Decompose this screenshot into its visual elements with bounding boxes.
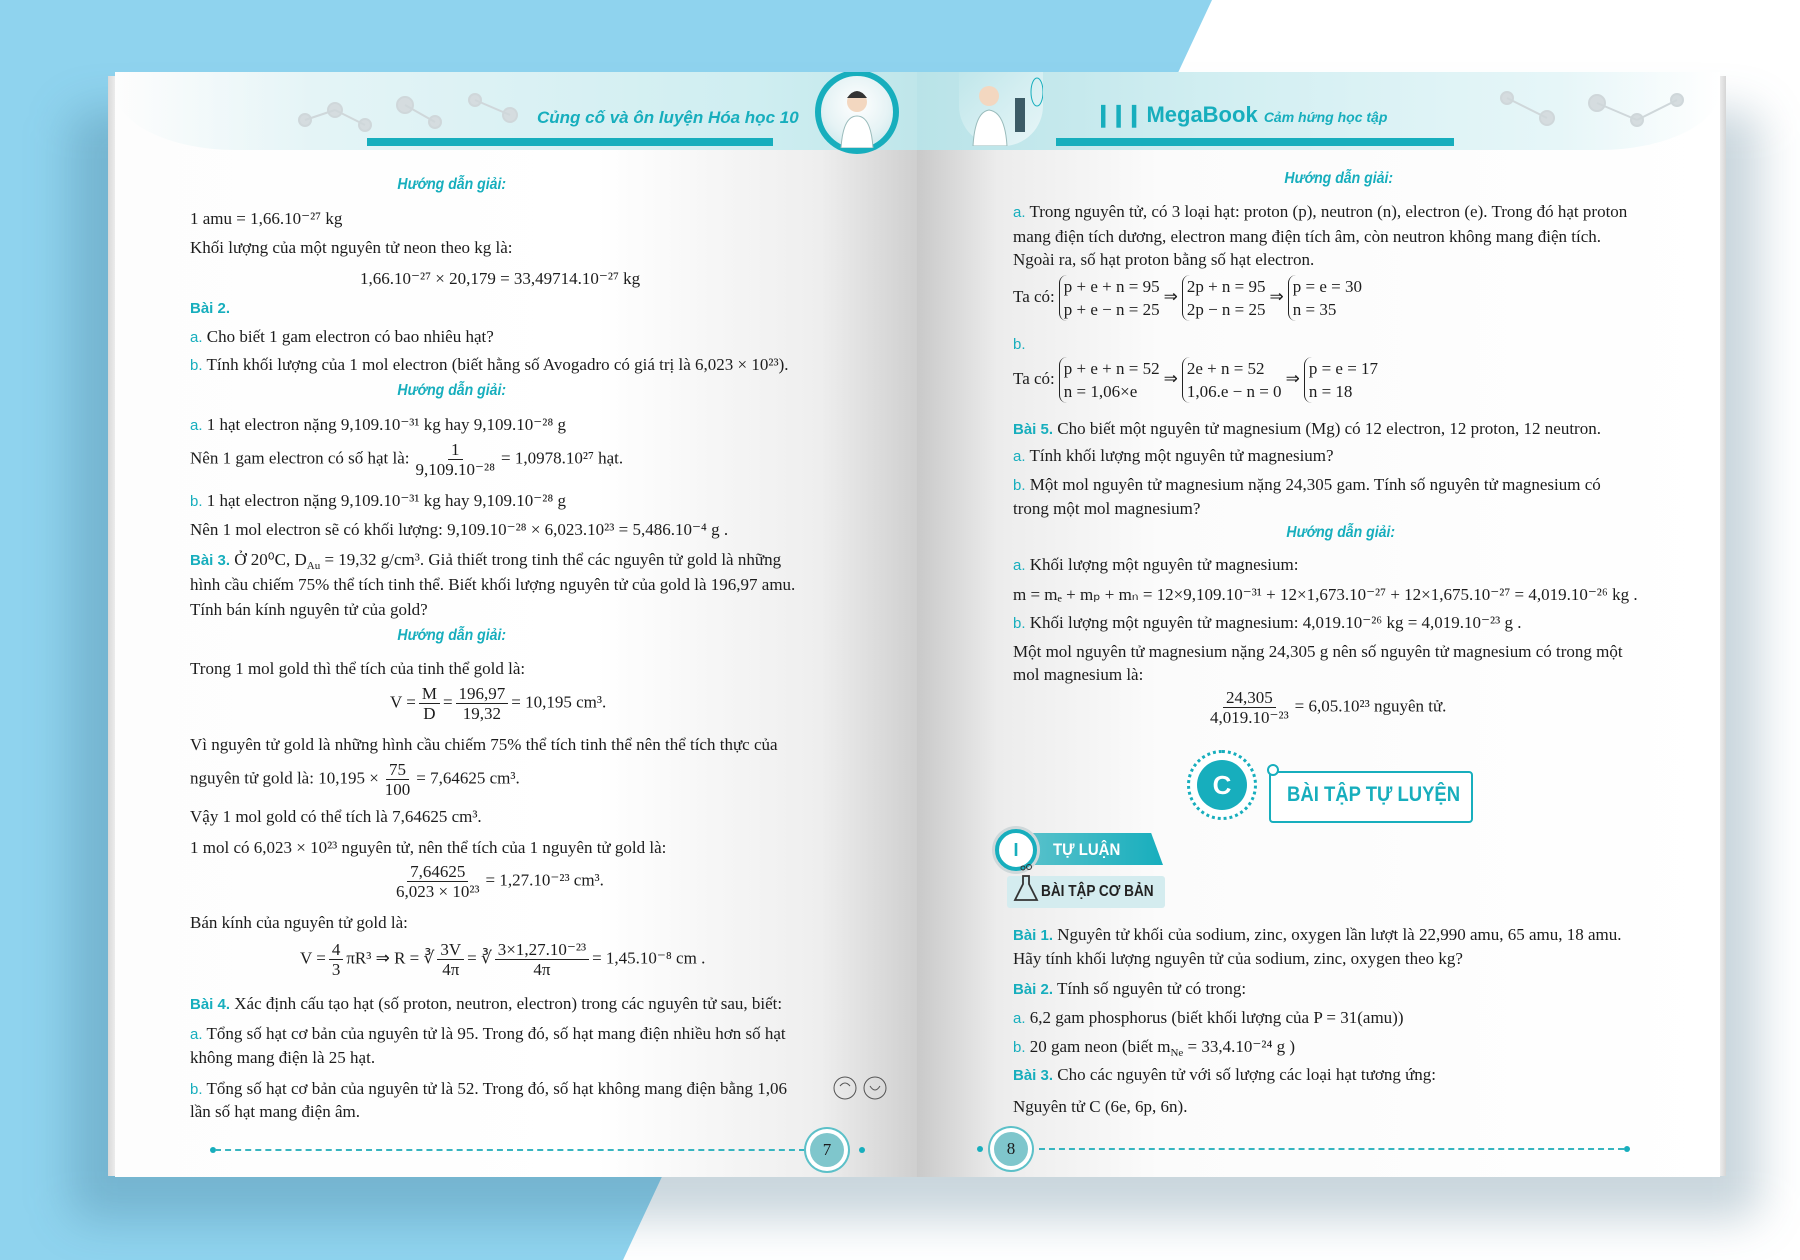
- section-letter: C: [1197, 760, 1247, 810]
- basic-exercises-header: [1007, 876, 1165, 908]
- left-page: [115, 72, 917, 1177]
- exercise-4: [190, 993, 782, 1016]
- text: = 33,4.10⁻²⁴ g ): [1183, 1037, 1296, 1056]
- text: nguyên tử gold là: 10,195 ×: [190, 768, 379, 788]
- answer-4a: [1013, 201, 1627, 224]
- answer-2a: [190, 414, 566, 437]
- radius-formula: [300, 940, 705, 979]
- equation: 2e + n = 52: [1186, 359, 1265, 378]
- text-line: Hãy tính khối lượng nguyên tử của sodium, zinc, oxygen theo kg?: [1013, 949, 1463, 968]
- fraction-line: [190, 440, 623, 479]
- denominator: D: [423, 704, 436, 723]
- volume-formula: [390, 684, 606, 723]
- item-marker: b.: [190, 1081, 203, 1098]
- fraction: [437, 940, 464, 979]
- system: [1182, 275, 1266, 321]
- equation: p + e + n = 52: [1063, 359, 1160, 378]
- exercise-5a: [1013, 445, 1334, 468]
- item-marker: b.: [190, 493, 203, 510]
- right-page: [917, 72, 1720, 1177]
- text: =: [442, 692, 453, 712]
- text: Tổng số hạt cơ bản của nguyên tử là 52. Trong đó, số hạt không mang điện bằng 1,06: [206, 1079, 788, 1098]
- text: Tổng số hạt cơ bản của nguyên tử là 95. Trong đó, số hạt mang điện nhiều hơn số hạt: [206, 1024, 786, 1043]
- equation: p + e − n = 25: [1063, 300, 1160, 319]
- fraction: [393, 862, 483, 901]
- scientist-microscope-icon: [959, 72, 1043, 146]
- fraction-line: [190, 760, 520, 799]
- guide-heading: Hướng dẫn giải:: [397, 627, 507, 644]
- header-accent-bar: [1056, 138, 1454, 146]
- implies-arrow: ⇒: [1269, 286, 1284, 306]
- connector-dot: [1267, 764, 1279, 776]
- header-accent-bar: [367, 138, 773, 146]
- equation: 1,06.e − n = 0: [1186, 382, 1282, 401]
- page-number: 8: [994, 1132, 1028, 1166]
- scientist-avatar-icon: [815, 72, 899, 154]
- item-marker: a.: [190, 1026, 203, 1043]
- exercise-label: Bài 3.: [190, 552, 231, 569]
- text-line: Vậy 1 mol gold có thể tích là 7,64625 cm³.: [190, 807, 482, 826]
- text: Khối lượng một nguyên tử magnesium: 4,019.10⁻²⁶ kg = 4,019.10⁻²³ g .: [1029, 613, 1522, 632]
- text-line: Bán kính của nguyên tử gold là:: [190, 913, 408, 932]
- fraction: [329, 940, 344, 979]
- exercise-2b: [190, 354, 789, 377]
- subscript: Au: [306, 560, 321, 572]
- text: 6,2 gam phosphorus (biết khối lượng của P = 31(amu)): [1029, 1008, 1404, 1027]
- system: [1304, 357, 1378, 403]
- item-text: 1 hạt electron nặng 9,109.10⁻³¹ kg hay 9,109.10⁻²⁸ g: [206, 491, 567, 510]
- item-marker: a.: [1013, 557, 1026, 574]
- equation: n = 35: [1292, 300, 1337, 319]
- text-line: 1 mol có 6,023 × 10²³ nguyên tử, nên thể tích của 1 nguyên tử gold là:: [190, 838, 667, 857]
- answer-4b: [1013, 333, 1026, 356]
- answer-2b: [190, 490, 566, 513]
- basic-exercises-title: BÀI TẬP CƠ BẢN: [1041, 883, 1154, 900]
- denominator: 4π: [442, 960, 460, 979]
- exercise-label: Bài 5.: [1013, 421, 1054, 438]
- logo-mark-icon: ❙❙❙: [1094, 102, 1141, 127]
- exercise-label: Bài 1.: [1013, 927, 1054, 944]
- denominator: 3: [331, 960, 341, 979]
- flask-icon: [1013, 864, 1039, 904]
- text: Ta có:: [1013, 368, 1055, 388]
- text: Khối lượng một nguyên tử magnesium:: [1029, 555, 1299, 574]
- practice-1: [1013, 924, 1622, 947]
- formula-line: 1,66.10⁻²⁷ × 20,179 = 33,49714.10⁻²⁷ kg: [360, 269, 641, 288]
- equation: n = 18: [1308, 382, 1353, 401]
- footer-dashed-line: [1039, 1148, 1624, 1150]
- guide-heading: Hướng dẫn giải:: [397, 176, 507, 193]
- section-c-banner: [1187, 750, 1507, 830]
- numerator: 24,305: [1223, 688, 1276, 708]
- text-line: Trong 1 mol gold thì thể tích của tinh thể gold là:: [190, 659, 526, 678]
- fraction-line: [390, 862, 604, 901]
- text: Nên 1 gam electron có số hạt là:: [190, 448, 410, 468]
- numerator: 3×1,27.10⁻²³: [495, 940, 589, 960]
- formula-line: Nên 1 mol electron sẽ có khối lượng: 9,109.10⁻²⁸ × 6,023.10²³ = 5,486.10⁻⁴ g .: [190, 520, 729, 539]
- text-line: mang điện tích dương, electron mang điện tích âm, còn neutron không mang điện tích.: [1013, 227, 1602, 246]
- implies-arrow: ⇒: [1285, 368, 1300, 388]
- denominator: 100: [384, 780, 411, 799]
- text: Cho các nguyên tử với số lượng các loại hạt tương ứng:: [1057, 1065, 1437, 1084]
- text: Cho biết một nguyên tử magnesium (Mg) có 12 electron, 12 proton, 12 neutron.: [1057, 419, 1601, 438]
- molecule-decoration-icon: [265, 80, 565, 140]
- subsection-title: TỰ LUẬN: [1053, 840, 1121, 859]
- fraction: [495, 940, 589, 979]
- numerator: 7,64625: [407, 862, 468, 882]
- brand-name: MegaBook: [1146, 102, 1258, 127]
- footer-dot: [977, 1146, 983, 1152]
- molecule-decoration-icon: [1477, 78, 1707, 138]
- text: = ∛: [467, 948, 492, 968]
- item-text: Cho biết 1 gam electron có bao nhiêu hạt?: [206, 327, 494, 346]
- brand-tagline: Cảm hứng học tập: [1263, 109, 1388, 125]
- numerator: 196,97: [456, 684, 509, 704]
- text: Một mol nguyên tử magnesium nặng 24,305 gam. Tính số nguyên tử magnesium có: [1029, 475, 1601, 494]
- text-line: trong một mol magnesium?: [1013, 499, 1201, 518]
- item-marker: b.: [1013, 1039, 1026, 1056]
- section-title: BÀI TẬP TỰ LUYỆN: [1287, 783, 1461, 806]
- brand-logo: [1094, 102, 1387, 128]
- denominator: 4π: [533, 960, 551, 979]
- implies-arrow: ⇒: [1163, 286, 1178, 306]
- page-number: 7: [810, 1133, 844, 1167]
- fraction-line: [1204, 688, 1446, 727]
- book-series-title: Củng cố và ôn luyện Hóa học 10: [537, 108, 799, 127]
- amu-definition: 1 amu = 1,66.10⁻²⁷ kg: [190, 209, 343, 228]
- equation: p = e = 30: [1292, 277, 1362, 296]
- exercise-label: Bài 3.: [1013, 1067, 1054, 1084]
- right-header-band: [917, 72, 1720, 150]
- text: Xác định cấu tạo hạt (số proton, neutron, electron) trong các nguyên tử sau, biết:: [234, 994, 783, 1013]
- text: = 6,05.10²³ nguyên tử.: [1294, 696, 1447, 716]
- text-line: hình cầu chiếm 75% thể tích tinh thể. Biết khối lượng nguyên tử của gold là 196,97 amu.: [190, 575, 796, 594]
- text: V =: [300, 948, 326, 968]
- system: [1182, 357, 1282, 403]
- text: = 7,64625 cm³.: [416, 768, 520, 788]
- equation: p = e = 17: [1308, 359, 1379, 378]
- text-line: Vì nguyên tử gold là những hình cầu chiếm 75% thể tích tinh thể nên thể tích thực của: [190, 735, 778, 754]
- exercise-label: Bài 4.: [190, 996, 231, 1013]
- subsection-badge: [995, 829, 1170, 869]
- footer-dashed-line: [215, 1149, 805, 1151]
- item-text: Tính khối lượng của 1 mol electron (biết hằng số Avogadro có giá trị là 6,023 × 10²³).: [206, 355, 789, 374]
- subscript: Ne: [1170, 1047, 1184, 1059]
- denominator: 9,109.10⁻²⁸: [415, 460, 496, 479]
- guide-heading: Hướng dẫn giải:: [1284, 170, 1394, 187]
- fraction: [1207, 688, 1292, 727]
- numerator: 4: [329, 940, 344, 960]
- denominator: 4,019.10⁻²³: [1210, 708, 1289, 727]
- exercise-label: Bài 2.: [1013, 981, 1054, 998]
- item-marker: b.: [1013, 615, 1026, 632]
- text: Trong nguyên tử, có 3 loại hạt: proton (p), neutron (n), electron (e). Trong đó hạt proton: [1029, 202, 1628, 221]
- text: Nguyên tử khối của sodium, zinc, oxygen lần lượt là 22,990 amu, 65 amu, 18 amu.: [1057, 925, 1622, 944]
- implies-arrow: ⇒: [1163, 368, 1178, 388]
- equation: n = 1,06×e: [1063, 382, 1138, 401]
- item-text: 1 hạt electron nặng 9,109.10⁻³¹ kg hay 9,109.10⁻²⁸ g: [206, 415, 567, 434]
- practice-2b: [1013, 1036, 1295, 1064]
- text: Ở 20⁰C, D: [234, 550, 307, 569]
- item-marker: b.: [1013, 477, 1026, 494]
- item-marker: a.: [1013, 204, 1026, 221]
- equation: p + e + n = 95: [1063, 277, 1160, 296]
- denominator: 6,023 × 10²³: [396, 882, 480, 901]
- left-header-band: [115, 72, 917, 150]
- equation-system-a: [1013, 275, 1366, 321]
- system: [1288, 275, 1362, 321]
- footer-dot: [859, 1147, 865, 1153]
- text: Ta có:: [1013, 286, 1055, 306]
- item-marker: b.: [190, 357, 203, 374]
- footer-dot: [1624, 1146, 1630, 1152]
- item-marker: a.: [1013, 1010, 1026, 1027]
- text-line: Một mol nguyên tử magnesium nặng 24,305 g nên số nguyên tử magnesium có trong một: [1013, 642, 1623, 661]
- text-line: Khối lượng của một nguyên tử neon theo kg là:: [190, 238, 513, 257]
- text-line: mol magnesium là:: [1013, 665, 1144, 684]
- exercise-5: [1013, 418, 1601, 441]
- equation: 2p − n = 25: [1186, 300, 1266, 319]
- atom-sticker-icon: [832, 1074, 892, 1104]
- denominator: 19,32: [462, 704, 502, 723]
- fraction: [413, 440, 499, 479]
- numerator: 75: [386, 760, 409, 780]
- practice-2a: [1013, 1007, 1403, 1030]
- answer-5b: [1013, 612, 1521, 635]
- text-line: không mang điện là 25 hạt.: [190, 1048, 376, 1067]
- numerator: 3V: [437, 940, 464, 960]
- item-marker: a.: [190, 417, 203, 434]
- text: = 1,0978.10²⁷ hạt.: [501, 448, 624, 468]
- text: 20 gam neon (biết m: [1029, 1037, 1171, 1056]
- item-marker: a.: [190, 329, 203, 346]
- subsection-numeral: I: [995, 829, 1037, 871]
- mass-formula: m = mₑ + mₚ + mₙ = 12×9,109.10⁻³¹ + 12×1,673.10⁻²⁷ + 12×1,675.10⁻²⁷ = 4,019.10⁻²⁶ kg .: [1013, 585, 1638, 604]
- text: Tính khối lượng một nguyên tử magnesium?: [1029, 446, 1334, 465]
- text: V =: [390, 692, 416, 712]
- text-line: Tính bán kính nguyên tử của gold?: [190, 600, 428, 619]
- text: = 10,195 cm³.: [511, 692, 607, 712]
- item-marker: a.: [1013, 448, 1026, 465]
- exercise-4a: [190, 1023, 786, 1046]
- exercise-5b: [1013, 474, 1601, 497]
- practice-2: [1013, 978, 1246, 1001]
- guide-heading: Hướng dẫn giải:: [1286, 524, 1396, 541]
- fraction: [382, 760, 414, 799]
- text: πR³ ⇒ R = ∛: [346, 948, 435, 968]
- exercise-3: [190, 549, 781, 577]
- text-line: Ngoài ra, số hạt proton bằng số hạt electron.: [1013, 250, 1315, 269]
- numerator: M: [419, 684, 440, 704]
- equation-system-b: [1013, 357, 1382, 403]
- text-line: lần số hạt mang điện âm.: [190, 1102, 360, 1121]
- fraction: [419, 684, 440, 723]
- fraction: [456, 684, 509, 723]
- text-line: Nguyên tử C (6e, 6p, 6n).: [1013, 1097, 1188, 1116]
- exercise-label: Bài 2.: [190, 300, 231, 317]
- exercise-2a: [190, 326, 494, 349]
- exercise-2-label: [190, 297, 230, 320]
- exercise-4b: [190, 1078, 787, 1101]
- system: [1059, 275, 1160, 321]
- numerator: 1: [448, 440, 463, 460]
- text: = 1,27.10⁻²³ cm³.: [485, 870, 604, 890]
- system: [1059, 357, 1160, 403]
- guide-heading: Hướng dẫn giải:: [397, 382, 507, 399]
- equation: 2p + n = 95: [1186, 277, 1266, 296]
- item-marker: b.: [1013, 336, 1026, 353]
- text: = 19,32 g/cm³. Giả thiết trong tinh thể các nguyên tử gold là những: [320, 550, 782, 569]
- answer-5a: [1013, 554, 1298, 577]
- text: Tính số nguyên tử có trong:: [1056, 979, 1247, 998]
- text: = 1,45.10⁻⁸ cm .: [592, 948, 706, 968]
- practice-3: [1013, 1064, 1436, 1087]
